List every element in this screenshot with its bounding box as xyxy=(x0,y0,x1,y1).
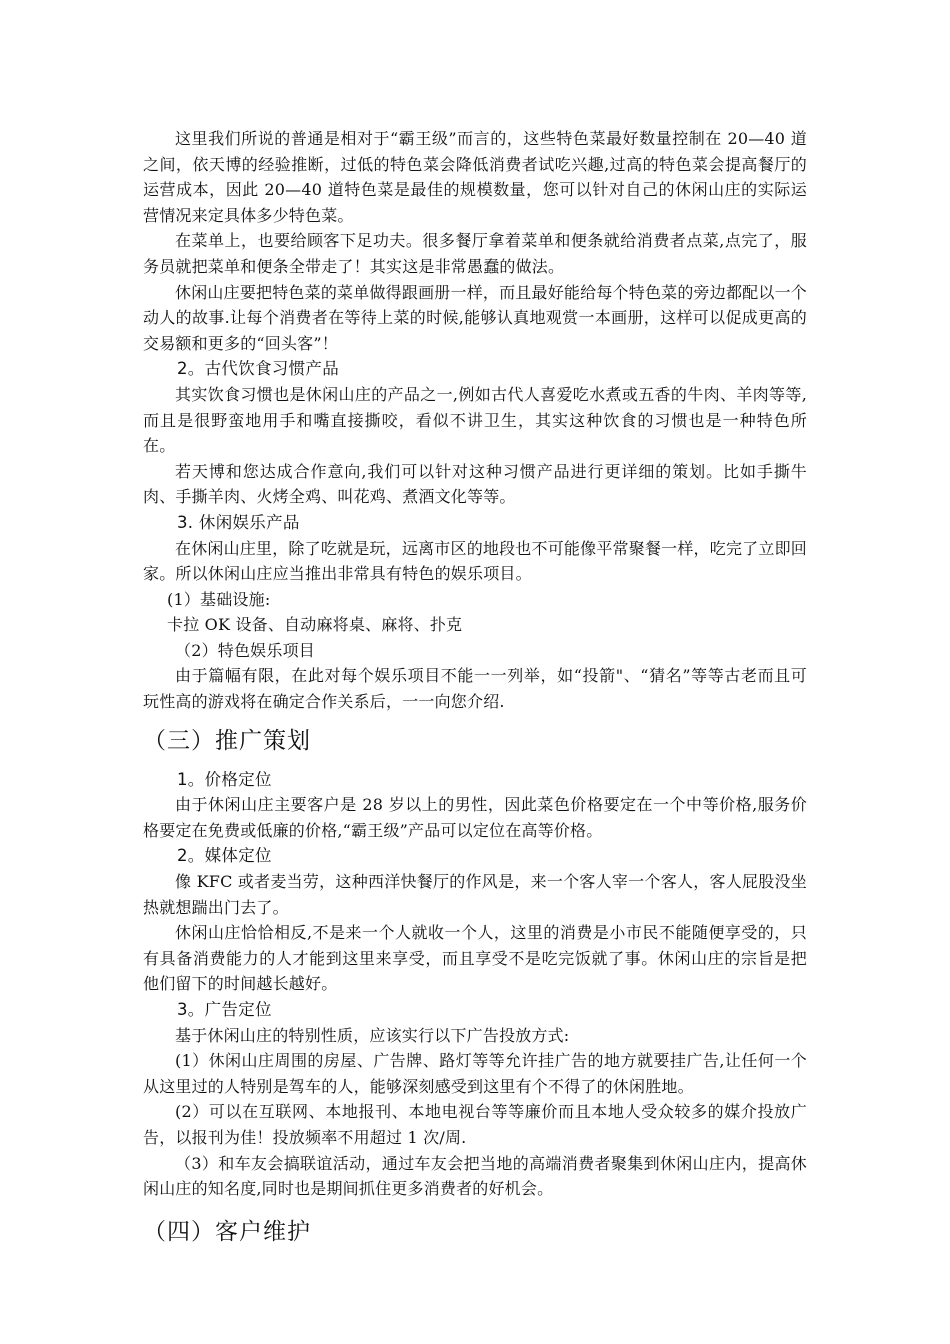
list-item-detail: 卡拉 OK 设备、自动麻将桌、麻将、扑克 xyxy=(167,615,463,635)
paragraph: 由于休闲山庄主要客户是 28 岁以上的男性，因此菜色价格要定在一个中等价格,服务价格要定在免费或低廉的价格,“霸王级”产品可以定位在高等价格。 xyxy=(143,795,807,840)
paragraph: 基于休闲山庄的特别性质，应该实行以下广告投放方式: xyxy=(175,1025,570,1045)
subheading-ancient-diet: 2。古代饮食习惯产品 xyxy=(177,359,339,379)
paragraph: 在休闲山庄里，除了吃就是玩，远离市区的地段也不可能像平常聚餐一样，吃完了立即回家。所以休闲山庄应当推出非常具有特色的娱乐项目。 xyxy=(143,538,807,584)
subheading-ads: 3。广告定位 xyxy=(177,1000,272,1019)
paragraph: (2）可以在互联网、本地报刊、本地电视台等等廉价而且本地人受众较多的媒介投放广告，以报刊为佳！投放频率不用超过 1 次/周. xyxy=(143,1102,807,1147)
subheading-media: 2。媒体定位 xyxy=(177,846,272,866)
paragraph: （3）和车友会搞联谊活动，通过车友会把当地的高端消费者聚集到休闲山庄内，提高休闲山庄的知名度,同时也是期间抓住更多消费者的好机会。 xyxy=(143,1153,807,1199)
list-item: （2）特色娱乐项目 xyxy=(175,640,315,660)
section-heading-customer: （四）客户维护 xyxy=(143,1218,311,1245)
paragraph: 休闲山庄要把特色菜的菜单做得跟画册一样，而且最好能给每个特色菜的旁边都配以一个动人的故事.让每个消费者在等待上菜的时候,能够认真地观赏一本画册，这样可以促成更高的交易额和更多的“回头客”！ xyxy=(143,282,807,353)
paragraph: 休闲山庄恰恰相反,不是来一个人就收一个人，这里的消费是小市民不能随便享受的，只有具备消费能力的人才能到这里来享受，而且享受不是吃完饭就了事。休闲山庄的宗旨是把他们留下的时间越长越好。 xyxy=(143,923,807,994)
document-body xyxy=(143,126,807,1250)
subheading-leisure-products: 3. 休闲娱乐产品 xyxy=(177,512,300,532)
subheading-price: 1。价格定位 xyxy=(177,769,272,789)
paragraph: 在菜单上，也要给顾客下足功夫。很多餐厅拿着菜单和便条就给消费者点菜,点完了，服务员就把菜单和便条全带走了！其实这是非常愚蠢的做法。 xyxy=(143,231,807,276)
paragraph: 由于篇幅有限，在此对每个娱乐项目不能一一列举，如“投箭"、“猜名”等等古老而且可玩性高的游戏将在确定合作关系后，一一向您介绍. xyxy=(143,666,807,712)
list-item: (1）基础设施: xyxy=(167,589,271,609)
paragraph: 像 KFC 或者麦当劳，这种西洋快餐厅的作风是，来一个客人宰一个客人，客人屁股没坐热就想踹出门去了。 xyxy=(143,872,807,917)
paragraph: (1）休闲山庄周围的房屋、广告牌、路灯等等允许挂广告的地方就要挂广告,让任何一个从这里过的人特别是驾车的人，能够深刻感受到这里有个不得了的休闲胜地。 xyxy=(143,1051,807,1096)
section-heading-promotion: （三）推广策划 xyxy=(143,727,311,754)
paragraph: 若天博和您达成合作意向,我们可以针对这种习惯产品进行更详细的策划。比如手撕牛肉、手撕羊肉、火烤全鸡、叫花鸡、煮酒文化等等。 xyxy=(143,461,807,507)
paragraph: 其实饮食习惯也是休闲山庄的产品之一,例如古代人喜爱吃水煮或五香的牛肉、羊肉等等,而且是很野蛮地用手和嘴直接撕咬，看似不讲卫生，其实这种饮食的习惯也是一种特色所在。 xyxy=(143,384,807,456)
paragraph: 这里我们所说的普通是相对于“霸王级”而言的，这些特色菜最好数量控制在 20—40 道之间，依天博的经验推断，过低的特色菜会降低消费者试吃兴趣,过高的特色菜会提高餐厅的运营成本，因此 20—40 道特色菜是最佳的规模数量，您可以针对自己的休闲山庄的实际运营情况来定具体多少特色菜。 xyxy=(143,129,807,225)
